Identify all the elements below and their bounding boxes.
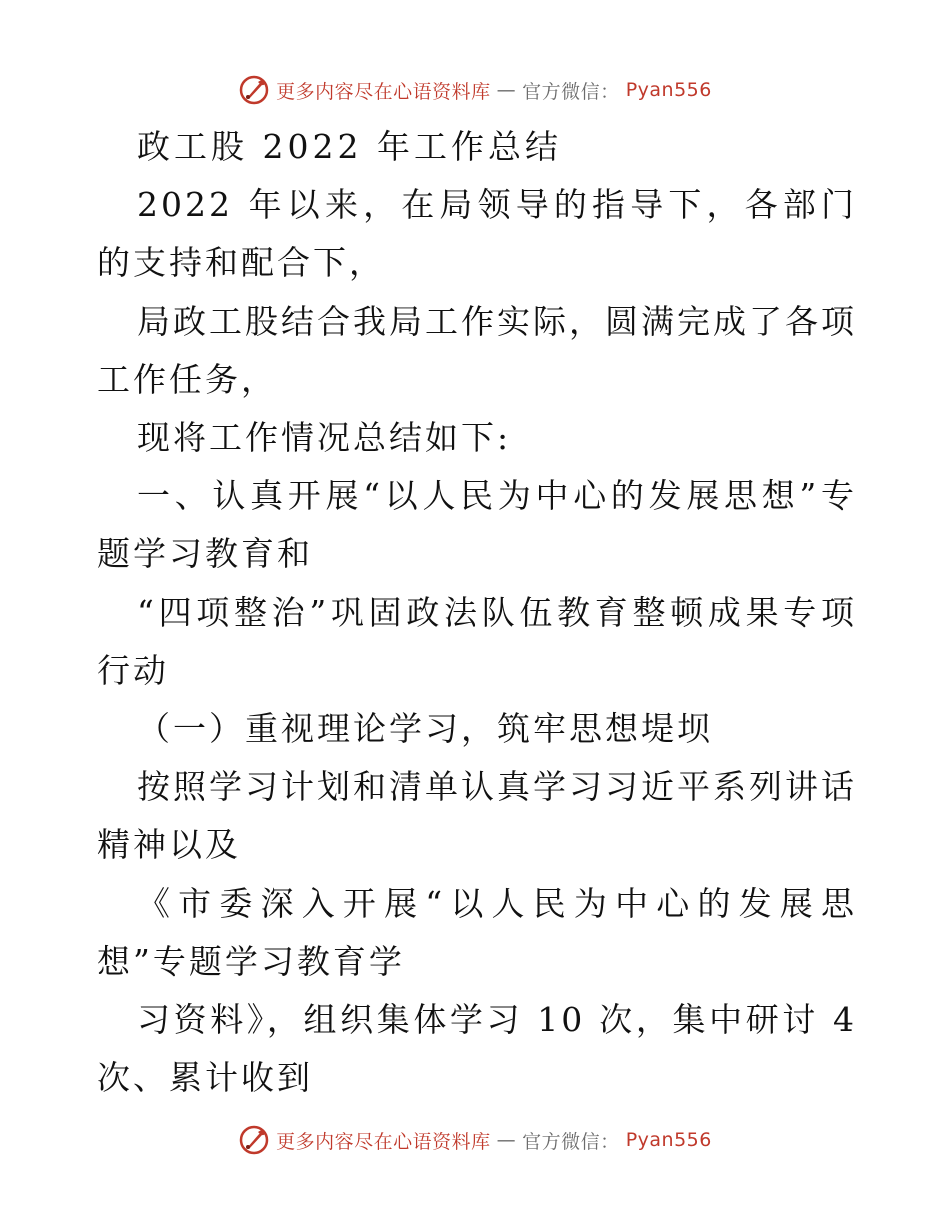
subsection-heading: （一）重视理论学习，筑牢思想堤坝 (137, 709, 713, 749)
document-title: 政工股 2022 年工作总结 (137, 127, 562, 166)
paragraph: 按照学习计划和清单认真学习习近平系列讲话精神以及 (97, 767, 857, 865)
quill-circle-logo-icon (238, 1124, 270, 1156)
banner-wechat-label: 官方微信： (522, 80, 620, 103)
paragraph: 习资料》，组织集体学习 10 次，集中研讨 4 次、累计收到 (97, 1000, 857, 1098)
banner-wechat-label: 官方微信： (522, 1130, 620, 1153)
banner-wechat-id: Pyan556 (625, 79, 712, 101)
paragraph: 《市委深入开展“以人民为中心的发展思想”专题学习教育学 (97, 883, 857, 981)
banner-dash: — (496, 79, 517, 101)
banner-dash: — (496, 1129, 517, 1151)
paragraph: 局政工股结合我局工作实际，圆满完成了各项工作任务， (97, 301, 857, 399)
footer-banner (0, 1120, 950, 1160)
banner-site-text: 更多内容尽在心语资料库 (276, 80, 491, 103)
section-heading: 一、认真开展“以人民为中心的发展思想”专题学习教育和 (97, 476, 857, 574)
section-heading-continued: “四项整治”巩固政法队伍教育整顿成果专项行动 (97, 592, 857, 690)
banner-wechat-id: Pyan556 (625, 1129, 712, 1151)
document-body (97, 118, 857, 1107)
paragraph: 2022 年以来，在局领导的指导下，各部门的支持和配合下， (97, 185, 857, 283)
quill-circle-logo-icon (238, 74, 270, 106)
paragraph: 现将工作情况总结如下: (137, 418, 512, 458)
banner-site-text: 更多内容尽在心语资料库 (276, 1130, 491, 1153)
header-banner (0, 70, 950, 110)
